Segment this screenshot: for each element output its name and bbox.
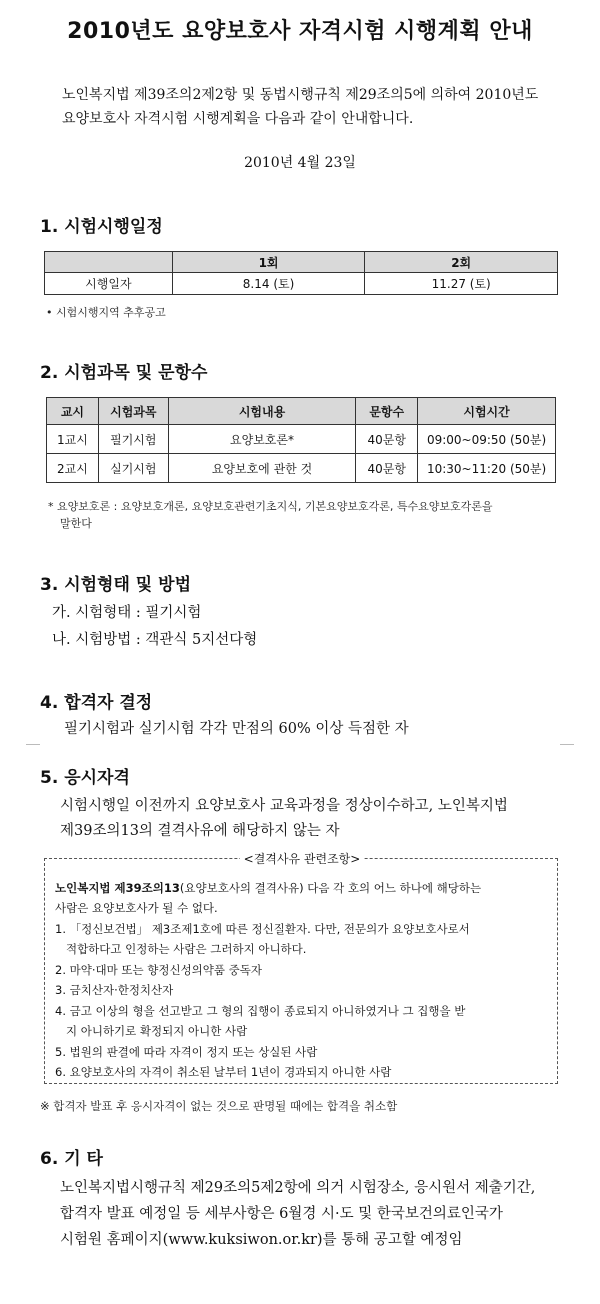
schedule-header-round-1: 1회 <box>172 252 365 273</box>
section-3-heading: 3. 시험형태 및 방법 <box>40 575 191 595</box>
row-1-period: 1교시 <box>47 425 99 454</box>
schedule-date-round-2: 11.27 (토) <box>365 273 558 295</box>
exam-method-item: 나. 시험방법 : 객관식 5지선다형 <box>52 632 258 648</box>
box-lead-line <box>55 879 481 898</box>
row-1-count: 40문항 <box>356 425 418 454</box>
list-item: 2. 마약·대마 또는 향정신성의약품 중독자 <box>55 963 262 977</box>
eligibility-line-2: 제39조의13의 결격사유에 해당하지 않는 자 <box>60 823 340 839</box>
subjects-header-period: 교시 <box>47 398 99 425</box>
row-2-subject: 실기시험 <box>98 454 168 483</box>
section-5-heading: 5. 응시자격 <box>40 768 130 788</box>
other-line-1: 노인복지법시행규칙 제29조의5제2항에 의거 시험장소, 응시원서 제출기간, <box>60 1180 536 1196</box>
subjects-table <box>46 397 556 483</box>
notice-date: 2010년 4월 23일 <box>244 155 356 171</box>
box-lead-line-2: 사람은 요양보호사가 될 수 없다. <box>55 901 218 915</box>
row-1-subject: 필기시험 <box>98 425 168 454</box>
schedule-table <box>44 251 558 295</box>
subjects-header-content: 시험내용 <box>168 398 356 425</box>
eligibility-footnote: ※ 합격자 발표 후 응시자격이 없는 것으로 판명될 때에는 합격을 취소함 <box>40 1099 398 1113</box>
eligibility-line-1: 시험시행일 이전까지 요양보호사 교육과정을 정상이수하고, 노인복지법 <box>60 798 508 814</box>
schedule-row-label: 시행일자 <box>45 273 173 295</box>
row-2-time: 10:30~11:20 (50분) <box>418 454 556 483</box>
right-divider-mark <box>560 744 574 745</box>
row-1-content: 요양보호론* <box>168 425 356 454</box>
section-2-heading: 2. 시험과목 및 문항수 <box>40 363 208 383</box>
left-divider-mark <box>26 744 40 745</box>
box-lead-law: 노인복지법 제39조의13 <box>55 881 180 895</box>
list-item: 적합하다고 인정하는 사람은 그러하지 아니하다. <box>55 942 307 956</box>
subjects-note-line-2: 말한다 <box>60 517 92 530</box>
list-item: 1. 「정신보건법」 제3조제1호에 따른 정신질환자. 다만, 전문의가 요양보호사로서 <box>55 922 470 936</box>
list-item: 4. 금고 이상의 형을 선고받고 그 형의 집행이 종료되지 아니하였거나 그 집행을 받 <box>55 1004 466 1018</box>
section-6-heading: 6. 기 타 <box>40 1149 103 1169</box>
row-2-period: 2교시 <box>47 454 99 483</box>
exam-format-item: 가. 시험형태 : 필기시험 <box>52 605 202 621</box>
box-lead-rest: (요양보호사의 결격사유) 다음 각 호의 어느 하나에 해당하는 <box>179 881 482 895</box>
subjects-header-row <box>47 398 556 425</box>
subjects-header-time: 시험시간 <box>418 398 556 425</box>
row-2-count: 40문항 <box>356 454 418 483</box>
subjects-note-line-1: * 요양보호론 : 요양보호개론, 요양보호관련기초지식, 기본요양보호각론, 특수요양보호각론을 <box>48 500 493 513</box>
intro-line-1: 노인복지법 제39조의2제2항 및 동법시행규칙 제29조의5에 의하여 2010년도 <box>62 87 539 103</box>
row-2-content: 요양보호에 관한 것 <box>168 454 356 483</box>
row-1-time: 09:00~09:50 (50분) <box>418 425 556 454</box>
intro-line-2: 요양보호사 자격시험 시행계획을 다음과 같이 안내합니다. <box>62 111 414 127</box>
list-item: 지 아니하기로 확정되지 아니한 사람 <box>55 1024 248 1038</box>
disqualification-box-title: <결격사유 관련조항> <box>240 852 365 866</box>
other-line-2: 합격자 발표 예정일 등 세부사항은 6월경 시·도 및 한국보건의료인국가 <box>60 1206 503 1222</box>
schedule-header-blank <box>45 252 173 273</box>
list-item: 5. 법원의 판결에 따라 자격이 정지 또는 상실된 사람 <box>55 1045 318 1059</box>
section-1-heading: 1. 시험시행일정 <box>40 217 163 237</box>
schedule-date-round-1: 8.14 (토) <box>172 273 365 295</box>
schedule-row <box>45 273 558 295</box>
subjects-header-subject: 시험과목 <box>98 398 168 425</box>
other-line-3: 시험원 홈페이지(www.kuksiwon.or.kr)를 통해 공고할 예정임 <box>60 1232 463 1248</box>
subjects-header-count: 문항수 <box>356 398 418 425</box>
page-title: 2010년도 요양보호사 자격시험 시행계획 안내 <box>67 19 533 44</box>
schedule-note: • 시험시행지역 추후공고 <box>46 306 166 319</box>
table-row <box>47 425 556 454</box>
pass-criteria-text: 필기시험과 실기시험 각각 만점의 60% 이상 득점한 자 <box>64 721 409 737</box>
disqualification-box-title-wrap <box>45 850 559 867</box>
table-row <box>47 454 556 483</box>
schedule-header-round-2: 2회 <box>365 252 558 273</box>
schedule-header-row <box>45 252 558 273</box>
section-4-heading: 4. 합격자 결정 <box>40 693 153 713</box>
list-item: 6. 요양보호사의 자격이 취소된 날부터 1년이 경과되지 아니한 사람 <box>55 1065 392 1079</box>
disqualification-box <box>44 852 558 1084</box>
list-item: 3. 금치산자·한정치산자 <box>55 983 174 997</box>
